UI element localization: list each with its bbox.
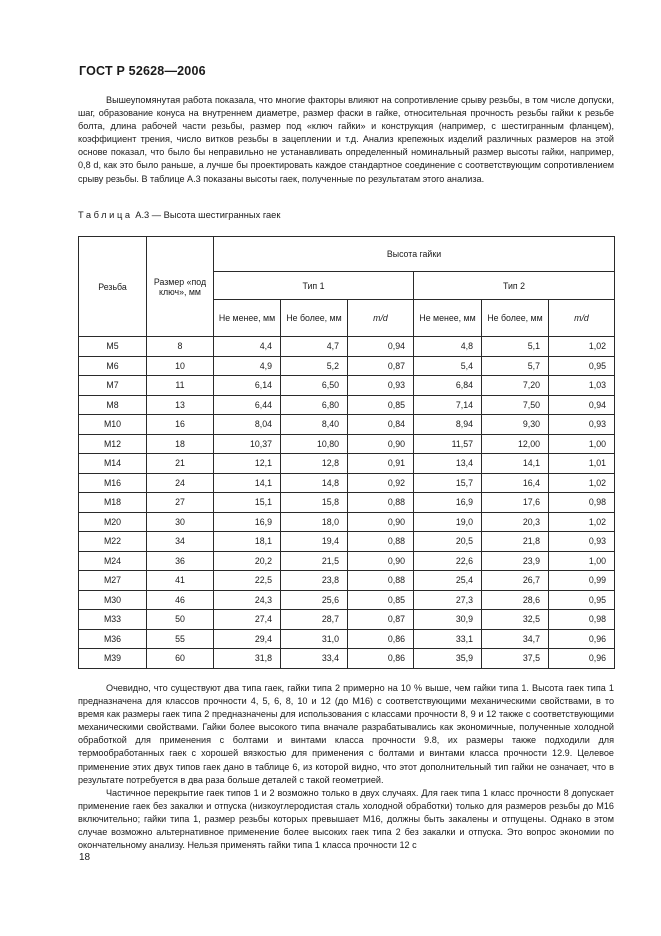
cell-type1-max: 10,80 <box>281 434 348 454</box>
cell-key-size: 55 <box>147 629 214 649</box>
cell-key-size: 60 <box>147 649 214 669</box>
cell-type2-ratio: 0,95 <box>549 590 615 610</box>
cell-type1-min: 29,4 <box>214 629 281 649</box>
cell-type2-min: 22,6 <box>414 551 482 571</box>
cell-type1-ratio: 0,92 <box>348 473 414 493</box>
cell-type1-max: 23,8 <box>281 571 348 591</box>
cell-thread: М39 <box>79 649 147 669</box>
cell-type1-ratio: 0,85 <box>348 590 414 610</box>
cell-type1-min: 6,44 <box>214 395 281 415</box>
cell-type1-ratio: 0,88 <box>348 532 414 552</box>
table-row <box>79 649 615 669</box>
header-thread: Резьба <box>79 237 147 337</box>
cell-type2-max: 16,4 <box>482 473 549 493</box>
table-row <box>79 376 615 396</box>
cell-type2-min: 35,9 <box>414 649 482 669</box>
cell-thread: М12 <box>79 434 147 454</box>
header-type1-ratio: m/d <box>348 300 414 337</box>
cell-key-size: 18 <box>147 434 214 454</box>
table-body <box>79 337 615 669</box>
cell-key-size: 46 <box>147 590 214 610</box>
cell-key-size: 36 <box>147 551 214 571</box>
cell-type2-ratio: 0,96 <box>549 649 615 669</box>
table-row <box>79 356 615 376</box>
cell-type2-max: 32,5 <box>482 610 549 630</box>
cell-type1-ratio: 0,86 <box>348 629 414 649</box>
cell-type2-ratio: 0,95 <box>549 356 615 376</box>
cell-type1-max: 31,0 <box>281 629 348 649</box>
cell-type1-ratio: 0,90 <box>348 512 414 532</box>
cell-type1-ratio: 0,86 <box>348 649 414 669</box>
cell-type2-min: 33,1 <box>414 629 482 649</box>
cell-type2-ratio: 0,93 <box>549 532 615 552</box>
cell-key-size: 11 <box>147 376 214 396</box>
header-type2-min: Не менее, мм <box>414 300 482 337</box>
cell-type2-max: 20,3 <box>482 512 549 532</box>
cell-thread: М7 <box>79 376 147 396</box>
header-key-size: Размер «под ключ», мм <box>147 237 214 337</box>
cell-type2-ratio: 0,99 <box>549 571 615 591</box>
cell-type2-min: 8,94 <box>414 415 482 435</box>
cell-type1-max: 21,5 <box>281 551 348 571</box>
cell-type1-min: 10,37 <box>214 434 281 454</box>
cell-type2-min: 5,4 <box>414 356 482 376</box>
cell-type1-ratio: 0,84 <box>348 415 414 435</box>
table-row <box>79 434 615 454</box>
cell-type2-max: 21,8 <box>482 532 549 552</box>
outro-paragraph-2: Частичное перекрытие гаек типов 1 и 2 возможно только в двух случаях. Для гаек типа 1 класс прочности 8 допускает применение гаек без закалки и отпуска (низкоуглеродистая сталь холодной обработки) только для размеров резьбы до М16 включительно; гайки типа 1, размер резьбы которых превышает М16, должны быть закалены и отпущены. Однако в этом случае возможно альтернативное применение более высоких гаек типа 2 без закалки и отпуска. Это вопрос экономии по окончательному анализу. Нельзя применять гайки типа 1 класса прочности 12 с <box>78 787 614 851</box>
cell-type2-min: 4,8 <box>414 337 482 357</box>
table-row <box>79 590 615 610</box>
cell-thread: М27 <box>79 571 147 591</box>
cell-thread: М36 <box>79 629 147 649</box>
cell-type2-max: 17,6 <box>482 493 549 513</box>
header-type1-min: Не менее, мм <box>214 300 281 337</box>
cell-type2-max: 7,50 <box>482 395 549 415</box>
cell-type1-max: 5,2 <box>281 356 348 376</box>
table-row <box>79 454 615 474</box>
cell-type2-ratio: 0,98 <box>549 610 615 630</box>
cell-type1-min: 12,1 <box>214 454 281 474</box>
cell-type1-min: 18,1 <box>214 532 281 552</box>
cell-type1-min: 20,2 <box>214 551 281 571</box>
cell-type2-max: 9,30 <box>482 415 549 435</box>
cell-key-size: 50 <box>147 610 214 630</box>
cell-thread: М8 <box>79 395 147 415</box>
cell-type2-ratio: 1,02 <box>549 473 615 493</box>
cell-thread: М30 <box>79 590 147 610</box>
table-caption-title: А.3 — Высота шестигранных гаек <box>135 210 281 220</box>
cell-type2-max: 34,7 <box>482 629 549 649</box>
cell-type2-min: 11,57 <box>414 434 482 454</box>
cell-key-size: 16 <box>147 415 214 435</box>
header-type1-max: Не более, мм <box>281 300 348 337</box>
cell-thread: М16 <box>79 473 147 493</box>
cell-thread: М5 <box>79 337 147 357</box>
cell-key-size: 27 <box>147 493 214 513</box>
table-row <box>79 493 615 513</box>
cell-type1-min: 14,1 <box>214 473 281 493</box>
cell-type2-min: 27,3 <box>414 590 482 610</box>
cell-thread: М10 <box>79 415 147 435</box>
cell-type2-ratio: 1,00 <box>549 434 615 454</box>
header-nut-height: Высота гайки <box>214 237 615 272</box>
cell-type2-min: 13,4 <box>414 454 482 474</box>
cell-type1-max: 6,80 <box>281 395 348 415</box>
cell-type1-ratio: 0,94 <box>348 337 414 357</box>
cell-type1-ratio: 0,87 <box>348 610 414 630</box>
cell-type2-min: 7,14 <box>414 395 482 415</box>
cell-type2-min: 16,9 <box>414 493 482 513</box>
cell-type2-max: 12,00 <box>482 434 549 454</box>
cell-type1-ratio: 0,93 <box>348 376 414 396</box>
table-row <box>79 473 615 493</box>
cell-type1-ratio: 0,88 <box>348 571 414 591</box>
cell-type1-min: 24,3 <box>214 590 281 610</box>
cell-thread: М18 <box>79 493 147 513</box>
cell-thread: М33 <box>79 610 147 630</box>
table-row <box>79 532 615 552</box>
cell-type1-ratio: 0,87 <box>348 356 414 376</box>
cell-key-size: 24 <box>147 473 214 493</box>
table-row <box>79 415 615 435</box>
cell-thread: М14 <box>79 454 147 474</box>
cell-key-size: 21 <box>147 454 214 474</box>
cell-type1-max: 18,0 <box>281 512 348 532</box>
header-type2: Тип 2 <box>414 272 615 300</box>
cell-type1-min: 15,1 <box>214 493 281 513</box>
cell-type1-min: 4,4 <box>214 337 281 357</box>
table-row <box>79 395 615 415</box>
cell-type2-min: 19,0 <box>414 512 482 532</box>
cell-type2-max: 37,5 <box>482 649 549 669</box>
cell-type2-max: 5,1 <box>482 337 549 357</box>
cell-type1-max: 14,8 <box>281 473 348 493</box>
intro-paragraph: Вышеупомянутая работа показала, что многие факторы влияют на сопротивление срыву резьбы, в том числе допуски, шаг, образование конуса на внутреннем диаметре, размер фаски в гайке, относительная прочность резьбы гайки к резьбе болта, длина рабочей части резьбы, размер под «ключ гайки» и конструкция (например, с шестигранным фланцем), коэффициент трения, число витков резьбы в зацеплении и т.д. Анализ крепежных изделий различных размеров на этой основе показал, что было бы неправильно не устанавливать определенный номинальный размер высоты гайки, например, 0,8 d, как это было раньше, а лучше бы проектировать каждое стандартное соединение с соответствующим сопротивлением срыву резьбы. В таблице А.3 показаны высоты гаек, полученные по результатам этого анализа. <box>78 95 614 184</box>
cell-type1-min: 6,14 <box>214 376 281 396</box>
table-row <box>79 551 615 571</box>
cell-thread: М24 <box>79 551 147 571</box>
cell-key-size: 34 <box>147 532 214 552</box>
cell-type2-max: 14,1 <box>482 454 549 474</box>
cell-key-size: 10 <box>147 356 214 376</box>
cell-type1-ratio: 0,85 <box>348 395 414 415</box>
cell-type2-max: 5,7 <box>482 356 549 376</box>
cell-type2-min: 25,4 <box>414 571 482 591</box>
cell-type2-max: 23,9 <box>482 551 549 571</box>
cell-type1-ratio: 0,88 <box>348 493 414 513</box>
cell-type2-max: 26,7 <box>482 571 549 591</box>
table-caption-word: Таблица <box>78 210 133 220</box>
cell-type2-ratio: 1,01 <box>549 454 615 474</box>
cell-type1-min: 4,9 <box>214 356 281 376</box>
cell-type2-min: 20,5 <box>414 532 482 552</box>
intro-text <box>78 94 614 186</box>
cell-thread: М22 <box>79 532 147 552</box>
cell-type2-ratio: 0,94 <box>549 395 615 415</box>
cell-type1-ratio: 0,90 <box>348 551 414 571</box>
cell-type1-min: 22,5 <box>214 571 281 591</box>
cell-type2-max: 7,20 <box>482 376 549 396</box>
outro-text <box>78 682 614 852</box>
outro-paragraph-1: Очевидно, что существуют два типа гаек, гайки типа 2 примерно на 10 % выше, чем гайки типа 1. Высота гаек типа 1 предназначена для классов прочности 4, 5, 6, 8, 10 и 12 (до М16) с соответствующими механическими свойствами, в то время как размеры гаек типа 2 предназначены для использования с классами прочности 8, 9 и 12 также с соответствующими механическими свойствами. Гайки более высокого типа вначале разрабатывались как экономичные, полученные холодной обработкой для применения с болтами и винтами класса прочности 9.8, их размеры также подходили для термообработанных гаек с хорошей вязкостью для применения с болтами и винтами класса прочности 12.9. Целевое применение этих двух типов гаек дано в таблице 6, из которой видно, что этот дополнительный тип гайки не означает, что в результате потребуется в два раза больше деталей с такой геометрией. <box>78 683 614 785</box>
cell-type1-max: 15,8 <box>281 493 348 513</box>
cell-type1-min: 31,8 <box>214 649 281 669</box>
table-caption <box>78 210 280 220</box>
cell-type2-ratio: 1,00 <box>549 551 615 571</box>
table-row <box>79 512 615 532</box>
cell-type1-max: 25,6 <box>281 590 348 610</box>
cell-type1-max: 28,7 <box>281 610 348 630</box>
cell-type1-ratio: 0,90 <box>348 434 414 454</box>
cell-type1-max: 19,4 <box>281 532 348 552</box>
cell-type2-min: 15,7 <box>414 473 482 493</box>
header-type2-max: Не более, мм <box>482 300 549 337</box>
page-number: 18 <box>79 852 91 863</box>
cell-type1-max: 8,40 <box>281 415 348 435</box>
header-type2-ratio: m/d <box>549 300 615 337</box>
cell-type2-min: 6,84 <box>414 376 482 396</box>
cell-key-size: 41 <box>147 571 214 591</box>
cell-key-size: 8 <box>147 337 214 357</box>
cell-type1-min: 16,9 <box>214 512 281 532</box>
cell-thread: М20 <box>79 512 147 532</box>
cell-key-size: 30 <box>147 512 214 532</box>
cell-type2-ratio: 0,98 <box>549 493 615 513</box>
cell-type1-max: 4,7 <box>281 337 348 357</box>
cell-type2-ratio: 1,02 <box>549 337 615 357</box>
cell-key-size: 13 <box>147 395 214 415</box>
cell-type2-ratio: 0,93 <box>549 415 615 435</box>
nut-height-table <box>78 236 615 669</box>
cell-type1-min: 27,4 <box>214 610 281 630</box>
cell-type2-ratio: 0,96 <box>549 629 615 649</box>
cell-thread: М6 <box>79 356 147 376</box>
header-type1: Тип 1 <box>214 272 414 300</box>
cell-type2-ratio: 1,02 <box>549 512 615 532</box>
document-header: ГОСТ Р 52628—2006 <box>79 64 206 78</box>
cell-type1-min: 8,04 <box>214 415 281 435</box>
table-row <box>79 610 615 630</box>
cell-type2-ratio: 1,03 <box>549 376 615 396</box>
table-row <box>79 337 615 357</box>
cell-type1-max: 12,8 <box>281 454 348 474</box>
cell-type1-max: 6,50 <box>281 376 348 396</box>
table-row <box>79 629 615 649</box>
cell-type2-max: 28,6 <box>482 590 549 610</box>
cell-type1-max: 33,4 <box>281 649 348 669</box>
table-row <box>79 571 615 591</box>
cell-type2-min: 30,9 <box>414 610 482 630</box>
cell-type1-ratio: 0,91 <box>348 454 414 474</box>
